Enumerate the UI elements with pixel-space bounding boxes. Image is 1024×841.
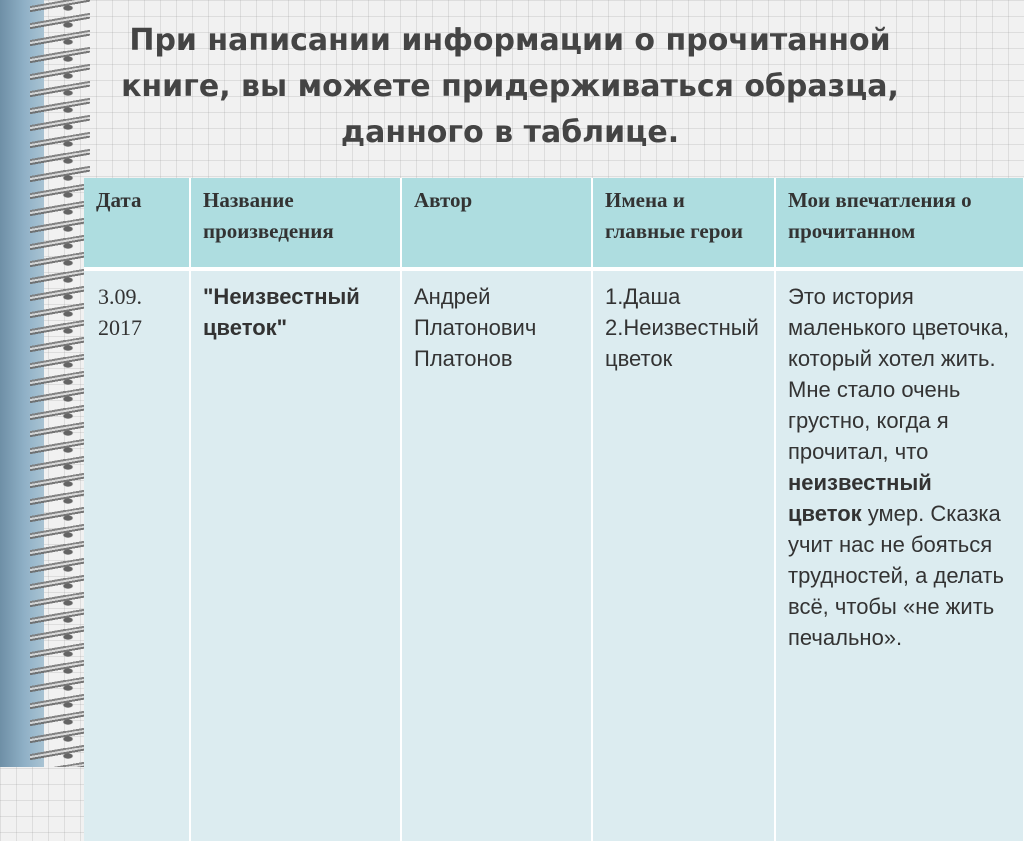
cell-date: 3.09. 2017 bbox=[84, 269, 190, 841]
cell-work: "Неизвестный цветок" bbox=[190, 269, 401, 841]
slide-title bbox=[110, 18, 910, 156]
title-line-1: При написании информации о прочитанной bbox=[129, 23, 891, 58]
header-heroes: Имена и главные герои bbox=[592, 178, 775, 269]
reading-log-table bbox=[84, 178, 1024, 841]
header-author: Автор bbox=[401, 178, 592, 269]
header-date: Дата bbox=[84, 178, 190, 269]
header-impressions: Мои впечатления о прочитанном bbox=[775, 178, 1024, 269]
cell-impressions bbox=[775, 269, 1024, 841]
impression-text-1: Это история маленького цветочка, который хотел жить. Мне стало очень грустно, когда я прочитал, что bbox=[788, 284, 1010, 464]
title-line-2: книге, вы можете придерживаться образца, bbox=[121, 69, 899, 104]
impression-bold: неизвестный цветок bbox=[788, 470, 932, 526]
table-header-row bbox=[84, 178, 1024, 269]
cell-author: Андрей Платонович Платонов bbox=[401, 269, 592, 841]
spiral-binding bbox=[30, 0, 90, 767]
title-line-3: данного в таблице. bbox=[340, 115, 680, 150]
header-work: Название произведения bbox=[190, 178, 401, 269]
impression-text-2: умер. Сказка учит нас не бояться трудностей, а делать всё, чтобы «не жить печально». bbox=[788, 501, 1004, 650]
hero-2: 2.Неизвестный цветок bbox=[605, 315, 759, 371]
hero-1: 1.Даша bbox=[605, 284, 681, 309]
table-row bbox=[84, 269, 1024, 841]
cell-heroes bbox=[592, 269, 775, 841]
